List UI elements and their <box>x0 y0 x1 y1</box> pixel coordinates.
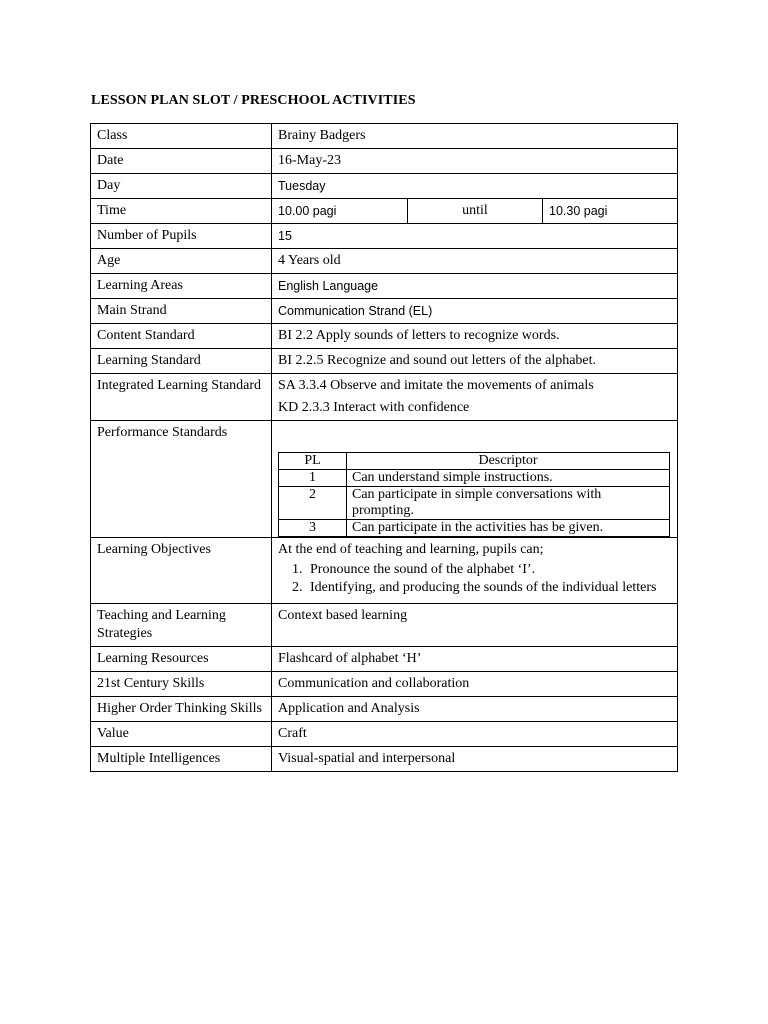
list-item: 1. Pronounce the sound of the alphabet ‘I’. <box>306 561 671 579</box>
class-label: Class <box>91 124 272 149</box>
document-title: LESSON PLAN SLOT / PRESCHOOL ACTIVITIES <box>91 93 416 108</box>
hots-value: Application and Analysis <box>272 697 678 722</box>
row-pupils <box>91 224 678 249</box>
row-21st-century-skills <box>91 672 678 697</box>
integrated-standard-value <box>272 374 678 421</box>
learning-areas-value: English Language <box>272 274 678 299</box>
integrated-standard-line: KD 2.3.3 Interact with confidence <box>278 400 470 415</box>
row-integrated-standard <box>91 374 678 421</box>
row-main-strand <box>91 299 678 324</box>
time-subtable <box>272 199 677 223</box>
row-date <box>91 149 678 174</box>
pl-level: 3 <box>279 520 347 537</box>
age-label: Age <box>91 249 272 274</box>
pl-level: 2 <box>279 487 347 520</box>
learning-standard-label: Learning Standard <box>91 349 272 374</box>
integrated-standard-label: Integrated Learning Standard <box>91 374 272 421</box>
time-cell <box>272 199 678 224</box>
row-content-standard <box>91 324 678 349</box>
table-row <box>279 520 670 537</box>
row-day <box>91 174 678 199</box>
main-strand-label: Main Strand <box>91 299 272 324</box>
lesson-plan-table <box>90 123 678 772</box>
integrated-standard-line: SA 3.3.4 Observe and imitate the movements of animals <box>278 378 594 393</box>
resources-value: Flashcard of alphabet ‘H’ <box>272 647 678 672</box>
intelligences-value: Visual-spatial and interpersonal <box>272 747 678 772</box>
performance-standards-table <box>278 452 670 537</box>
row-intelligences <box>91 747 678 772</box>
learning-objectives-intro: At the end of teaching and learning, pupils can; <box>278 542 544 557</box>
pl-descriptor: Can participate in simple conversations with prompting. <box>347 487 670 520</box>
hots-label: Higher Order Thinking Skills <box>91 697 272 722</box>
row-performance-standards <box>91 421 678 538</box>
row-value <box>91 722 678 747</box>
content-standard-label: Content Standard <box>91 324 272 349</box>
learning-objectives-list <box>278 561 671 597</box>
pl-descriptor: Can understand simple instructions. <box>347 470 670 487</box>
pupils-label: Number of Pupils <box>91 224 272 249</box>
class-value: Brainy Badgers <box>272 124 678 149</box>
row-learning-objectives <box>91 538 678 604</box>
day-label: Day <box>91 174 272 199</box>
date-value: 16-May-23 <box>272 149 678 174</box>
table-row <box>279 487 670 520</box>
pl-descriptor: Can participate in the activities has be given. <box>347 520 670 537</box>
content-standard-value: BI 2.2 Apply sounds of letters to recognize words. <box>272 324 678 349</box>
row-time <box>91 199 678 224</box>
value-value: Craft <box>272 722 678 747</box>
strategies-value: Context based learning <box>272 604 678 647</box>
skills-21st-label: 21st Century Skills <box>91 672 272 697</box>
intelligences-label: Multiple Intelligences <box>91 747 272 772</box>
row-hots <box>91 697 678 722</box>
time-label: Time <box>91 199 272 224</box>
pupils-value: 15 <box>272 224 678 249</box>
date-label: Date <box>91 149 272 174</box>
list-item: 2. Identifying, and producing the sounds of the individual letters <box>306 579 671 597</box>
row-age <box>91 249 678 274</box>
learning-objectives-label: Learning Objectives <box>91 538 272 604</box>
descriptor-header: Descriptor <box>347 453 670 470</box>
table-row <box>279 470 670 487</box>
performance-standards-cell <box>272 421 678 538</box>
skills-21st-value: Communication and collaboration <box>272 672 678 697</box>
strategies-label: Teaching and Learning Strategies <box>91 604 272 647</box>
main-strand-value: Communication Strand (EL) <box>272 299 678 324</box>
performance-standards-label: Performance Standards <box>91 421 272 538</box>
learning-objectives-cell <box>272 538 678 604</box>
learning-standard-value: BI 2.2.5 Recognize and sound out letters of the alphabet. <box>272 349 678 374</box>
time-end: 10.30 pagi <box>549 204 608 218</box>
resources-label: Learning Resources <box>91 647 272 672</box>
row-strategies <box>91 604 678 647</box>
age-value: 4 Years old <box>272 249 678 274</box>
pl-header: PL <box>279 453 347 470</box>
learning-areas-label: Learning Areas <box>91 274 272 299</box>
pl-level: 1 <box>279 470 347 487</box>
time-start: 10.00 pagi <box>272 199 408 223</box>
value-label: Value <box>91 722 272 747</box>
time-until: until <box>408 199 543 223</box>
pl-header-row <box>279 453 670 470</box>
day-value: Tuesday <box>272 174 678 199</box>
row-learning-areas <box>91 274 678 299</box>
row-resources <box>91 647 678 672</box>
row-class <box>91 124 678 149</box>
row-learning-standard <box>91 349 678 374</box>
